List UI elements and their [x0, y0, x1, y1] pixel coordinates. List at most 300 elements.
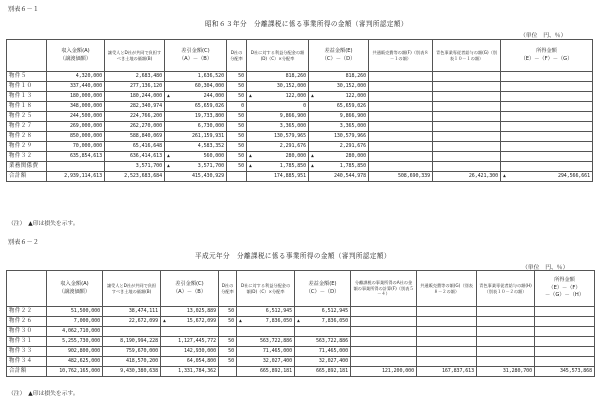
cell-rate [219, 337, 237, 347]
cell-g [433, 172, 501, 182]
loss-mark-icon: ▲ [311, 164, 314, 169]
cell-value: 0 [241, 103, 244, 109]
table1-header-f: 共通販売費等の額(F)（別表８－１の額） [369, 40, 433, 72]
cell-value: 665,892,181 [259, 368, 292, 374]
cell-i [535, 347, 595, 357]
cell-e [309, 92, 369, 102]
loss-mark-icon: ▲ [249, 154, 252, 159]
cell-c [165, 172, 227, 182]
table2-title: 平成元年分 分離課税に係る事業所得の金額（審判所認定額） [195, 252, 391, 260]
cell-h [477, 327, 535, 337]
cell-a [47, 327, 103, 337]
cell-f [351, 337, 417, 347]
cell-value: 50 [228, 358, 234, 364]
cell-a [47, 172, 105, 182]
table1-header-c: 差引金額(C) （A）－（B） [165, 40, 227, 72]
cell-b [103, 357, 161, 367]
row-name: 物件５ [7, 72, 47, 82]
table-row [7, 307, 595, 317]
cell-value: 269,000,000 [69, 123, 102, 129]
cell-c [161, 367, 219, 377]
table2-header-b: 譲受人とD社が共同で負担すべき土地の価額(B) [103, 271, 161, 307]
cell-c [165, 92, 227, 102]
cell-value: 3,571,700 [135, 163, 162, 169]
cell-f [369, 92, 433, 102]
cell-value: 60,304,000 [194, 83, 224, 89]
cell-h [501, 102, 593, 112]
cell-a [47, 122, 105, 132]
cell-rate [219, 347, 237, 357]
table-row [7, 347, 595, 357]
cell-a [47, 82, 105, 92]
cell-value: 50 [238, 123, 244, 129]
table1-header-0 [7, 40, 47, 72]
cell-value: 50 [238, 73, 244, 79]
cell-value: 180,244,000 [129, 93, 162, 99]
loss-mark-icon: ▲ [503, 174, 506, 179]
cell-e [295, 307, 351, 317]
cell-d [247, 132, 309, 142]
cell-f [351, 367, 417, 377]
cell-a [47, 112, 105, 122]
cell-value: 850,000,000 [69, 133, 102, 139]
cell-g [433, 112, 501, 122]
cell-a [47, 152, 105, 162]
cell-value: 50 [228, 348, 234, 354]
cell-e [309, 122, 369, 132]
cell-value: 818,260 [345, 73, 366, 79]
cell-h [501, 142, 593, 152]
table-row [7, 82, 593, 92]
cell-value: 130,579,965 [273, 133, 306, 139]
cell-value: 1,636,520 [197, 73, 224, 79]
loss-mark-icon: ▲ [239, 319, 242, 324]
row-name: 物件１８ [7, 102, 47, 112]
cell-a [47, 142, 105, 152]
cell-value: 6,730,000 [197, 123, 224, 129]
cell-value: 262,270,000 [129, 123, 162, 129]
cell-h [477, 337, 535, 347]
cell-value: 26,421,300 [468, 173, 498, 179]
cell-value: 1,331,784,362 [178, 368, 216, 374]
cell-g [433, 162, 501, 172]
cell-c [161, 347, 219, 357]
cell-rate [227, 152, 247, 162]
cell-c [165, 142, 227, 152]
table-row [7, 102, 593, 112]
cell-c [165, 162, 227, 172]
cell-g [433, 82, 501, 92]
cell-e [295, 357, 351, 367]
cell-value: 415,430,929 [191, 173, 224, 179]
cell-g [417, 367, 477, 377]
cell-value: 224,766,200 [129, 113, 162, 119]
cell-e [295, 367, 351, 377]
row-name: 物件２８ [7, 132, 47, 142]
cell-a [47, 347, 103, 357]
cell-b [103, 337, 161, 347]
cell-c [165, 152, 227, 162]
table1-header-rate: D社の分配率 [227, 40, 247, 72]
cell-rate [219, 307, 237, 317]
cell-value: 50 [238, 143, 244, 149]
row-name: 物件２９ [7, 142, 47, 152]
table-row [7, 337, 595, 347]
table2-header-e: 差益金額(E) （C）－（D） [295, 271, 351, 307]
loss-mark-icon: ▲ [311, 94, 314, 99]
table2-header-d: D社に対する利益分配金の額(D)（C）×分配率 [237, 271, 295, 307]
table2-note: （注） ▲印は損失を示す。 [8, 391, 79, 397]
cell-d [237, 327, 295, 337]
row-name: 物件２６ [7, 317, 47, 327]
loss-mark-icon: ▲ [249, 94, 252, 99]
cell-g [417, 307, 477, 317]
cell-h [501, 162, 593, 172]
cell-value: 244,000 [203, 93, 224, 99]
cell-f [369, 152, 433, 162]
table2-header-rate: D社の分配率 [219, 271, 237, 307]
cell-value: 65,416,648 [132, 143, 162, 149]
cell-value: 30,152,000 [276, 83, 306, 89]
table2-header-0 [7, 271, 47, 307]
cell-value: 280,000 [285, 153, 306, 159]
table1-unit: （単位 円、％） [520, 33, 567, 39]
cell-rate [227, 142, 247, 152]
cell-h [501, 92, 593, 102]
cell-value: 22,672,099 [128, 318, 158, 324]
cell-value: 50 [228, 308, 234, 314]
cell-b [105, 82, 165, 92]
cell-value: 7,836,050 [321, 318, 348, 324]
table-row [7, 72, 593, 82]
cell-g [417, 337, 477, 347]
cell-value: 9,866,900 [339, 113, 366, 119]
cell-value: 5,255,730,000 [62, 338, 100, 344]
cell-value: 9,430,380,638 [120, 368, 158, 374]
cell-c [161, 337, 219, 347]
cell-value: 665,892,181 [315, 368, 348, 374]
cell-value: 4,583,352 [197, 143, 224, 149]
cell-value: 636,414,613 [129, 153, 162, 159]
cell-b [103, 347, 161, 357]
cell-value: 8,190,994,228 [120, 338, 158, 344]
cell-rate [219, 327, 237, 337]
cell-value: 50 [238, 83, 244, 89]
cell-b [103, 307, 161, 317]
cell-d [237, 317, 295, 327]
row-name: 物件１３ [7, 92, 47, 102]
cell-value: 759,670,000 [125, 348, 158, 354]
cell-c [165, 82, 227, 92]
cell-g [433, 72, 501, 82]
cell-h [501, 82, 593, 92]
cell-b [105, 72, 165, 82]
cell-a [47, 162, 105, 172]
cell-value: 280,000 [345, 153, 366, 159]
cell-i [535, 327, 595, 337]
cell-rate [227, 92, 247, 102]
cell-value: 71,465,000 [262, 348, 292, 354]
cell-e [309, 142, 369, 152]
cell-b [105, 92, 165, 102]
cell-value: 563,722,886 [259, 338, 292, 344]
table1-header-row [7, 40, 593, 72]
cell-b [103, 327, 161, 337]
cell-value: 50 [228, 318, 234, 324]
table2-unit: （単位 円、％） [522, 265, 569, 271]
cell-rate [219, 317, 237, 327]
cell-value: 15,672,099 [186, 318, 216, 324]
cell-h [501, 132, 593, 142]
cell-e [309, 72, 369, 82]
cell-f [369, 122, 433, 132]
cell-f [369, 82, 433, 92]
row-name: 物件３２ [7, 152, 47, 162]
row-name: 物件２７ [7, 122, 47, 132]
cell-value: 64,054,800 [186, 358, 216, 364]
cell-f [351, 327, 417, 337]
cell-value: 3,365,000 [339, 123, 366, 129]
cell-g [433, 92, 501, 102]
cell-c [165, 132, 227, 142]
cell-b [103, 317, 161, 327]
cell-value: 30,152,000 [336, 83, 366, 89]
cell-f [351, 307, 417, 317]
cell-a [47, 357, 103, 367]
table1-title: 昭和６３年分 分離課税に係る事業所得の金額（審判所認定額） [205, 20, 408, 28]
cell-value: 240,544,978 [333, 173, 366, 179]
cell-f [369, 112, 433, 122]
cell-rate [227, 82, 247, 92]
cell-c [165, 112, 227, 122]
cell-value: 65,659,026 [194, 103, 224, 109]
cell-f [369, 172, 433, 182]
table1 [6, 39, 593, 182]
cell-d [247, 72, 309, 82]
cell-value: 3,365,000 [279, 123, 306, 129]
cell-value: 3,571,700 [197, 163, 224, 169]
cell-g [417, 327, 477, 337]
cell-value: 32,027,400 [262, 358, 292, 364]
table2-header-h: 青色事業専従者給与の額(H)（別表１０－２の額） [477, 271, 535, 307]
cell-b [105, 142, 165, 152]
table-row [7, 357, 595, 367]
cell-f [369, 132, 433, 142]
cell-b [105, 172, 165, 182]
cell-rate [219, 367, 237, 377]
cell-value: 121,200,000 [381, 368, 414, 374]
cell-value: 122,000 [345, 93, 366, 99]
cell-c [161, 317, 219, 327]
cell-value: 50 [238, 133, 244, 139]
cell-d [247, 152, 309, 162]
cell-rate [227, 122, 247, 132]
row-name: 物件１０ [7, 82, 47, 92]
cell-b [105, 162, 165, 172]
cell-value: 38,474,111 [128, 308, 158, 314]
table-row [7, 327, 595, 337]
cell-value: 261,159,931 [191, 133, 224, 139]
table1-label: 別表６－１ [8, 6, 39, 13]
cell-value: 180,000,000 [69, 93, 102, 99]
cell-value: 7,836,050 [265, 318, 292, 324]
cell-g [433, 152, 501, 162]
cell-value: 337,440,000 [69, 83, 102, 89]
cell-a [47, 132, 105, 142]
cell-value: 51,500,000 [70, 308, 100, 314]
cell-c [165, 72, 227, 82]
cell-value: 19,733,800 [194, 113, 224, 119]
cell-a [47, 92, 105, 102]
cell-c [165, 122, 227, 132]
cell-value: 50 [238, 93, 244, 99]
cell-value: 818,260 [285, 73, 306, 79]
cell-a [47, 307, 103, 317]
cell-a [47, 102, 105, 112]
cell-f [351, 347, 417, 357]
cell-d [247, 102, 309, 112]
cell-h [477, 307, 535, 317]
row-name: 物件３４ [7, 357, 47, 367]
cell-value: 588,840,069 [129, 133, 162, 139]
row-name: 合計額 [7, 367, 47, 377]
cell-h [501, 172, 593, 182]
cell-value: 902,800,000 [67, 348, 100, 354]
table1-header-d: D社に対する利益分配金の額(D)（C）×分配率 [247, 40, 309, 72]
table1-note: （注） ▲印は損失を示す。 [8, 221, 79, 227]
table-row [7, 317, 595, 327]
cell-e [295, 317, 351, 327]
loss-mark-icon: ▲ [311, 154, 314, 159]
table2 [6, 270, 595, 377]
cell-a [47, 337, 103, 347]
table1-header-b: 譲受人とD社が共同で負担すべき土地の価額(B) [105, 40, 165, 72]
cell-value: 71,465,000 [318, 348, 348, 354]
cell-h [501, 72, 593, 82]
row-name: 物件２５ [7, 112, 47, 122]
cell-g [417, 347, 477, 357]
cell-rate [227, 132, 247, 142]
cell-i [535, 367, 595, 377]
cell-value: 4,320,000 [75, 73, 102, 79]
table2-label: 別表６－２ [8, 239, 39, 246]
loss-mark-icon: ▲ [163, 319, 166, 324]
cell-h [477, 347, 535, 357]
table-row [7, 142, 593, 152]
cell-value: 130,579,966 [333, 133, 366, 139]
cell-d [247, 162, 309, 172]
cell-value: 560,000 [203, 153, 224, 159]
row-name: 物件３１ [7, 337, 47, 347]
cell-value: 70,000,000 [72, 143, 102, 149]
cell-value: 6,512,945 [265, 308, 292, 314]
cell-g [417, 357, 477, 367]
cell-value: 4,062,710,000 [62, 328, 100, 334]
table-row [7, 162, 593, 172]
row-name: 物件３３ [7, 347, 47, 357]
loss-mark-icon: ▲ [297, 319, 300, 324]
cell-d [247, 82, 309, 92]
loss-mark-icon: ▲ [167, 154, 170, 159]
cell-value: 0 [303, 103, 306, 109]
cell-f [369, 142, 433, 152]
cell-value: 174,885,951 [273, 173, 306, 179]
cell-h [501, 152, 593, 162]
cell-value: 142,930,000 [183, 348, 216, 354]
cell-g [433, 132, 501, 142]
cell-rate [227, 162, 247, 172]
cell-b [105, 102, 165, 112]
table1-header-a: 収入金額(A) （譲渡価額） [47, 40, 105, 72]
loss-mark-icon: ▲ [167, 164, 170, 169]
cell-rate [227, 112, 247, 122]
cell-a [47, 317, 103, 327]
cell-value: 50 [238, 163, 244, 169]
cell-d [247, 172, 309, 182]
cell-value: 50 [238, 153, 244, 159]
cell-value: 2,523,683,684 [124, 173, 162, 179]
cell-rate [227, 102, 247, 112]
cell-value: 2,291,676 [339, 143, 366, 149]
table-row [7, 112, 593, 122]
cell-g [433, 142, 501, 152]
cell-value: 2,939,114,613 [64, 173, 102, 179]
table1-header-e: 差益金額(E) （C）－（D） [309, 40, 369, 72]
cell-h [477, 367, 535, 377]
cell-e [309, 82, 369, 92]
cell-b [105, 132, 165, 142]
cell-value: 345,573,868 [559, 368, 592, 374]
cell-value: 50 [238, 113, 244, 119]
total-row [7, 367, 595, 377]
cell-e [295, 327, 351, 337]
cell-value: 122,000 [285, 93, 306, 99]
cell-e [295, 337, 351, 347]
cell-value: 563,722,886 [315, 338, 348, 344]
cell-d [237, 307, 295, 317]
cell-value: 9,866,900 [279, 113, 306, 119]
cell-c [161, 357, 219, 367]
cell-rate [227, 72, 247, 82]
cell-f [351, 357, 417, 367]
cell-g [433, 102, 501, 112]
cell-g [433, 122, 501, 132]
cell-f [351, 317, 417, 327]
cell-d [237, 347, 295, 357]
cell-value: 1,127,445,772 [178, 338, 216, 344]
cell-d [237, 337, 295, 347]
cell-h [501, 112, 593, 122]
loss-mark-icon: ▲ [249, 164, 252, 169]
row-name: 物件２２ [7, 307, 47, 317]
cell-value: 482,625,000 [67, 358, 100, 364]
table2-header-a: 収入金額(A) （譲渡価額） [47, 271, 103, 307]
cell-e [295, 347, 351, 357]
loss-mark-icon: ▲ [167, 94, 170, 99]
cell-c [165, 102, 227, 112]
cell-value: 65,659,026 [336, 103, 366, 109]
cell-h [477, 357, 535, 367]
cell-b [105, 112, 165, 122]
table-row [7, 132, 593, 142]
cell-b [105, 152, 165, 162]
cell-h [477, 317, 535, 327]
cell-value: 10,762,165,000 [59, 368, 100, 374]
table-row [7, 152, 593, 162]
row-name: 物件３０ [7, 327, 47, 337]
table2-header-c: 差引金額(C) （A）－（B） [161, 271, 219, 307]
cell-e [309, 152, 369, 162]
